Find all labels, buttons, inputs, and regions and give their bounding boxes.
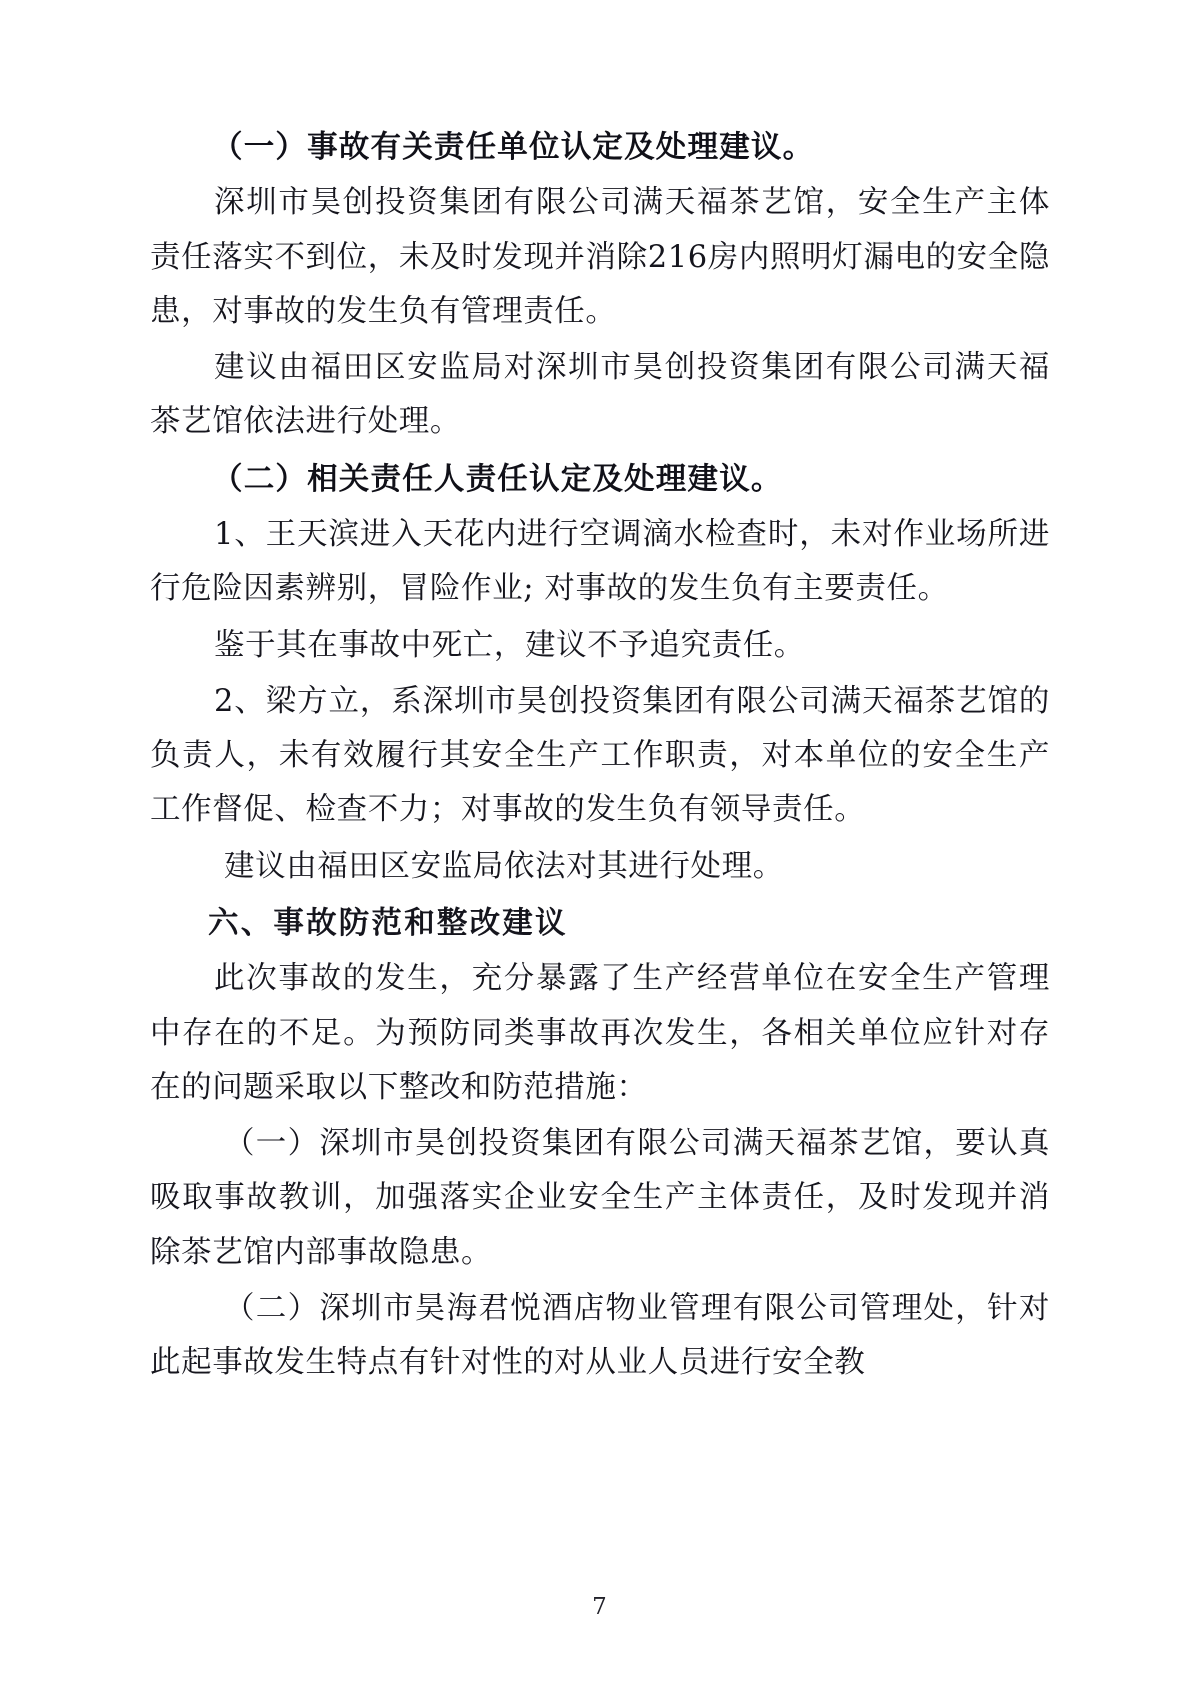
paragraph-unit-liability: 深圳市昊创投资集团有限公司满天福茶艺馆，安全生产主体责任落实不到位，未及时发现并消除216房内照明灯漏电的安全隐患，对事故的发生负有管理责任。 — [150, 185, 1050, 329]
paragraph-measure-1: （一）深圳市昊创投资集团有限公司满天福茶艺馆，要认真吸取事故教训，加强落实企业安全生产主体责任，及时发现并消除茶艺馆内部事故隐患。 — [150, 1126, 1050, 1270]
paragraph-person-1: 1、王天滨进入天花内进行空调滴水检查时，未对作业场所进行危险因素辨别，冒险作业; 对事故的发生负有主要责任。 — [150, 516, 1050, 607]
section-heading-1: （一）事故有关责任单位认定及处理建议。 — [212, 129, 815, 165]
paragraph-person-2: 2、梁方立，系深圳市昊创投资集团有限公司满天福茶艺馆的负责人，未有效履行其安全生产工作职责，对本单位的安全生产工作督促、检查不力；对事故的发生负有领导责任。 — [150, 683, 1050, 828]
paragraph-unit-suggestion: 建议由福田区安监局对深圳市昊创投资集团有限公司满天福茶艺馆依法进行处理。 — [150, 350, 1050, 440]
paragraph-measure-2: （二）深圳市昊海君悦酒店物业管理有限公司管理处，针对此起事故发生特点有针对性的对从业人员进行安全教 — [150, 1290, 1050, 1381]
document-body — [150, 120, 1050, 1390]
section-heading-six: 六、事故防范和整改建议 — [208, 904, 568, 941]
paragraph-person-2-suggestion: 建议由福田区安监局依法对其进行处理。 — [224, 848, 784, 884]
paragraph-person-1-note: 鉴于其在事故中死亡，建议不予追究责任。 — [214, 627, 805, 663]
section-heading-2: （二）相关责任人责任认定及处理建议。 — [212, 460, 783, 497]
page-number: 7 — [592, 1594, 607, 1620]
paragraph-prevention-intro: 此次事故的发生，充分暴露了生产经营单位在安全生产管理中存在的不足。为预防同类事故再次发生，各相关单位应针对存在的问题采取以下整改和防范措施： — [150, 961, 1050, 1105]
